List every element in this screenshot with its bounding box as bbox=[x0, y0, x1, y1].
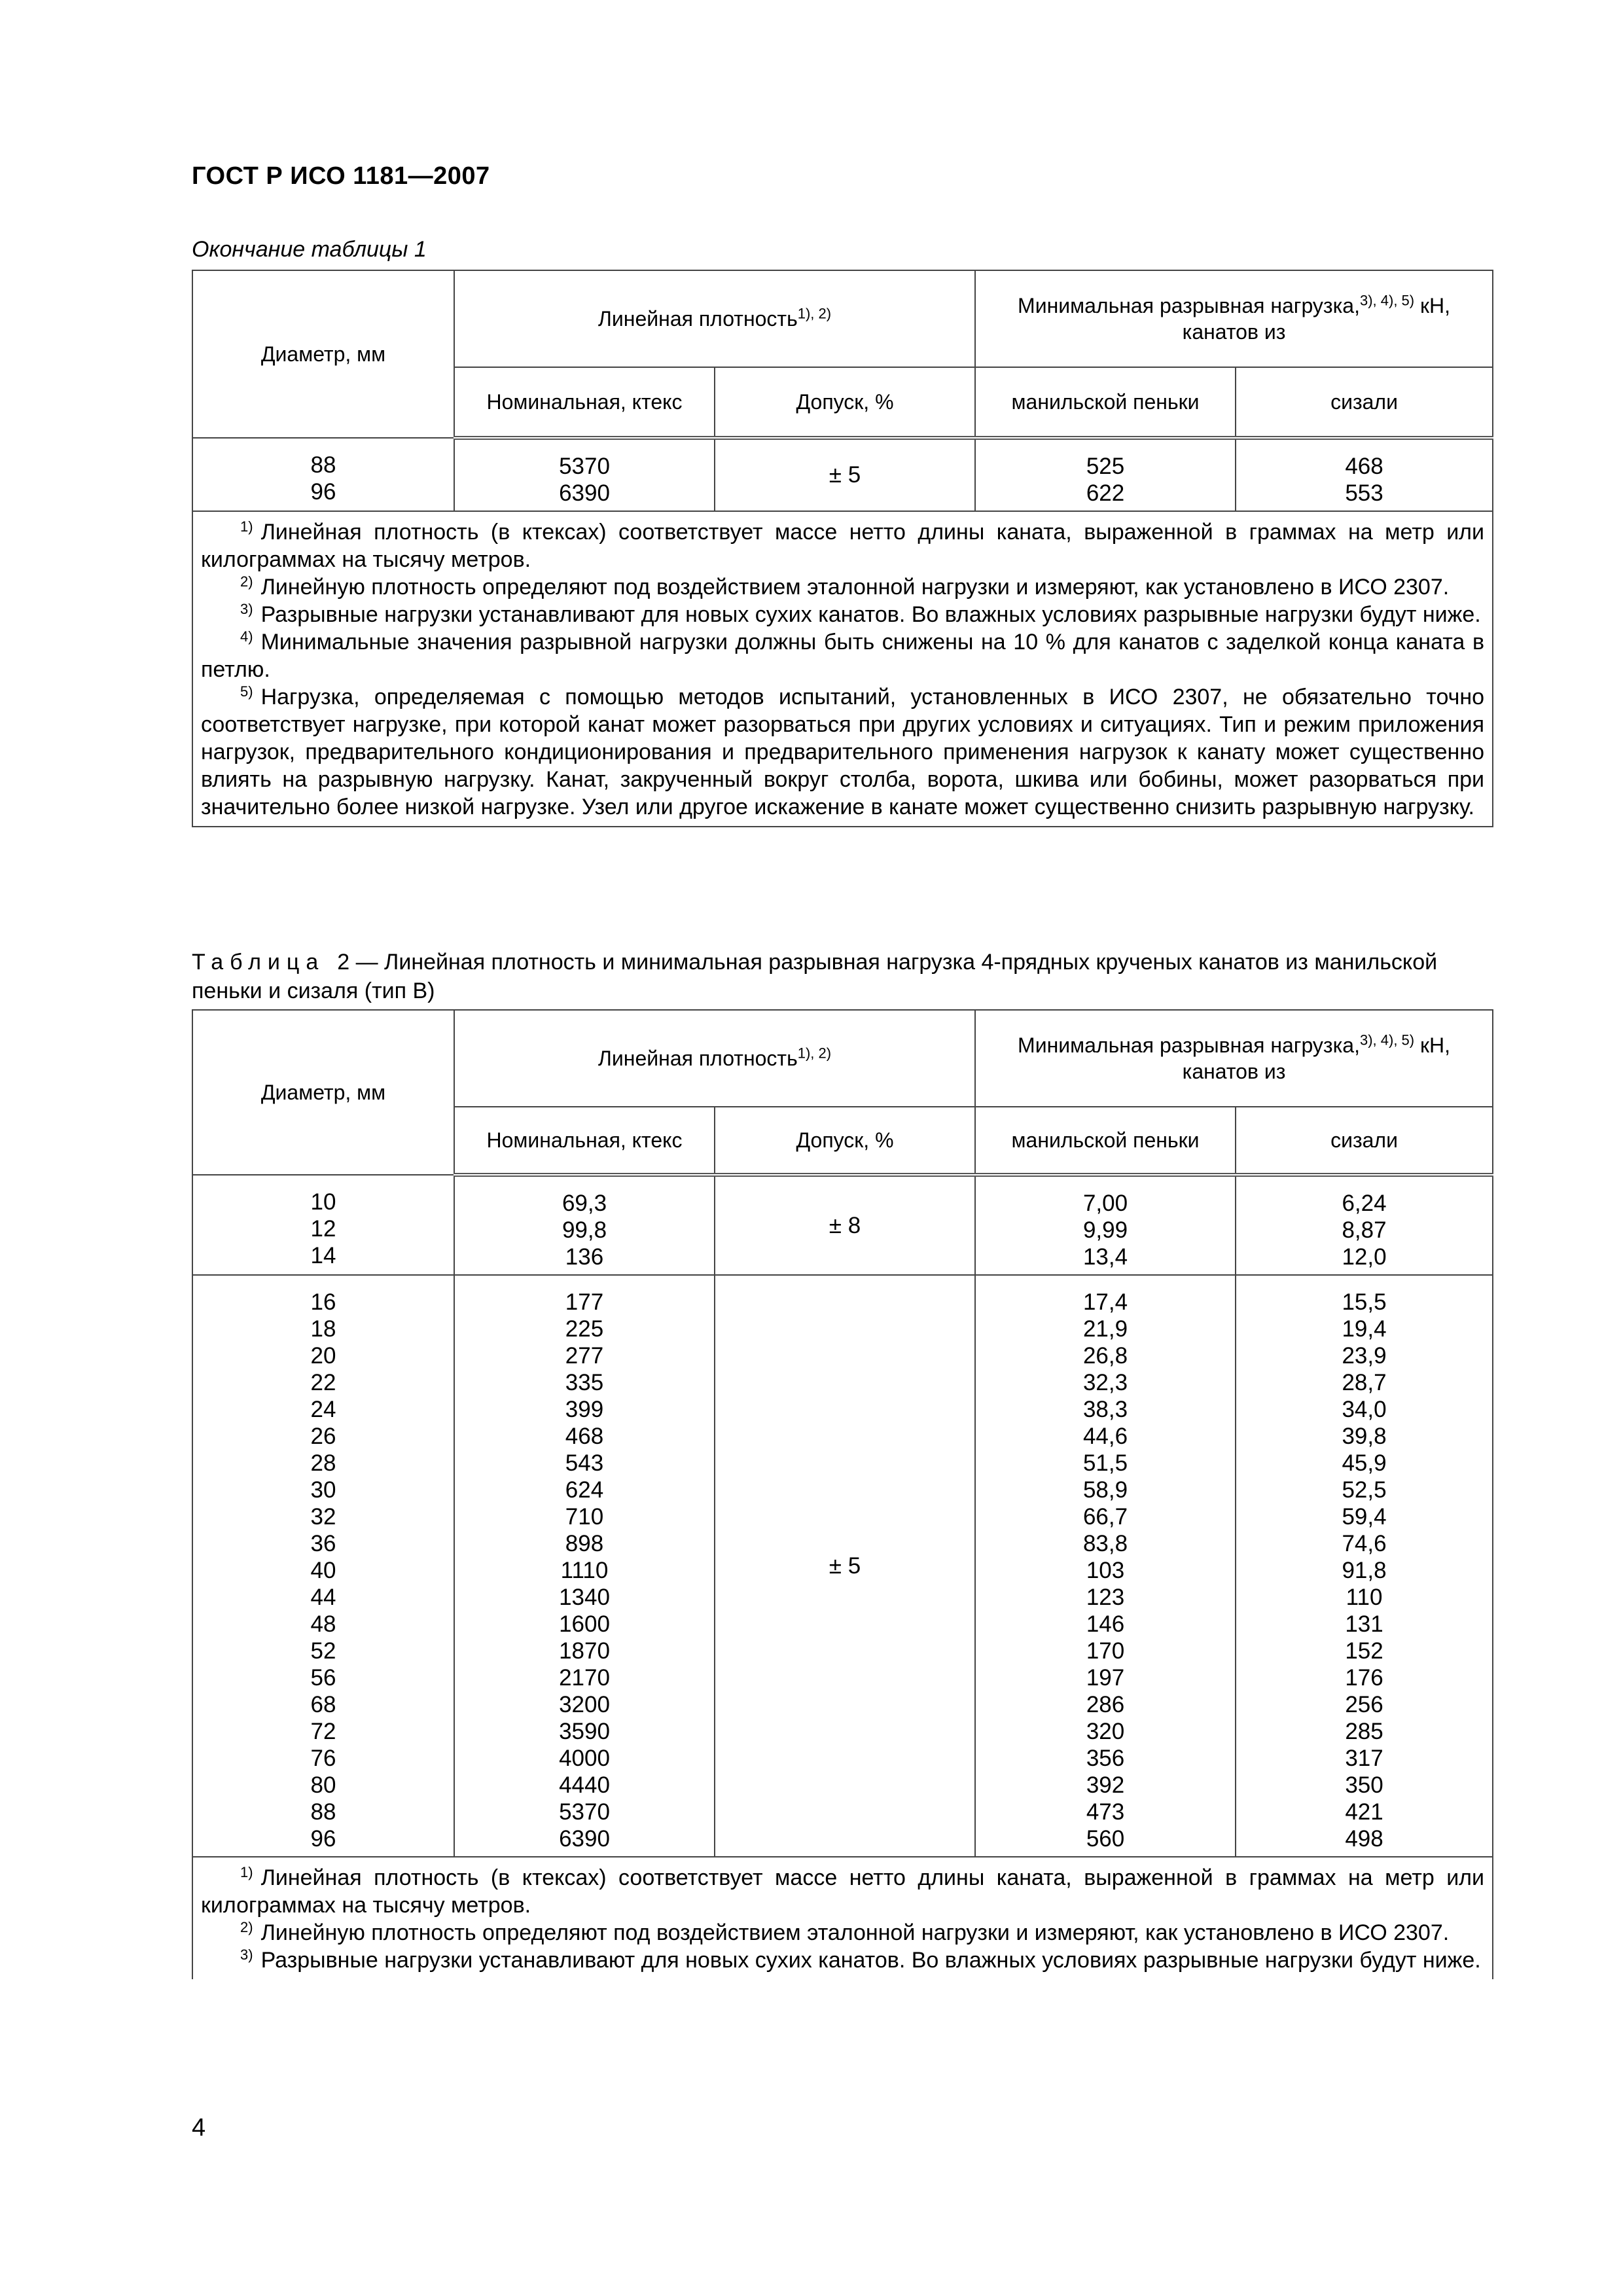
cell-value: 15,5 bbox=[1342, 1289, 1387, 1315]
cell-value: 40 bbox=[310, 1558, 336, 1583]
cell-value: 285 bbox=[1345, 1719, 1383, 1744]
cell-value: 1600 bbox=[559, 1611, 610, 1637]
cell-value: 88 bbox=[310, 1799, 336, 1825]
footnote bbox=[201, 1919, 1484, 1946]
cell-manila bbox=[975, 1175, 1236, 1275]
cell-tolerance: ± 5 bbox=[715, 1275, 975, 1857]
table2-caption bbox=[192, 948, 1501, 1005]
cell-value: 51,5 bbox=[1082, 1450, 1128, 1476]
cell-value: 622 bbox=[1086, 480, 1125, 506]
page-number: 4 bbox=[192, 2114, 206, 2142]
cell-value: 23,9 bbox=[1342, 1343, 1387, 1369]
col-header-tolerance: Допуск, % bbox=[715, 1107, 975, 1175]
cell-value: 2170 bbox=[559, 1665, 610, 1691]
cell-value: 131 bbox=[1345, 1611, 1383, 1637]
table-row-group bbox=[192, 1275, 1493, 1857]
footnote bbox=[201, 601, 1484, 628]
cell-value: 66,7 bbox=[1082, 1504, 1128, 1530]
col-header-manila: манильской пеньки bbox=[975, 367, 1236, 438]
footnote-ref: 3) bbox=[240, 1946, 253, 1963]
cell-diameter bbox=[192, 438, 454, 511]
cell-value: 13,4 bbox=[1082, 1244, 1128, 1270]
cell-value: 32,3 bbox=[1082, 1370, 1128, 1395]
cell-value: 32 bbox=[310, 1504, 336, 1530]
cell-nominal bbox=[454, 1275, 715, 1857]
footnote-ref: 2) bbox=[240, 573, 253, 590]
cell-value: 1340 bbox=[559, 1585, 610, 1610]
col-header-diameter: Диаметр, мм bbox=[192, 270, 454, 438]
cell-diameter bbox=[192, 1275, 454, 1857]
footnote-ref: 3) bbox=[240, 600, 253, 617]
cell-value: 99,8 bbox=[562, 1217, 607, 1243]
cell-value: 136 bbox=[565, 1244, 604, 1270]
cell-value: 225 bbox=[565, 1316, 604, 1342]
col-header-min-break-load: Минимальная разрывная нагрузка,$^{3), 4), 5)}$ кН, канатов из bbox=[975, 270, 1493, 367]
cell-value: 69,3 bbox=[562, 1191, 607, 1216]
cell-value: 123 bbox=[1086, 1585, 1125, 1610]
cell-value: 170 bbox=[1086, 1638, 1125, 1664]
cell-value: 10 bbox=[310, 1189, 336, 1215]
col-header-linear-density: Линейная плотность$^{1), 2)}$ bbox=[454, 270, 975, 367]
cell-value: 59,4 bbox=[1342, 1504, 1387, 1530]
cell-value: 34,0 bbox=[1342, 1397, 1387, 1422]
cell-value: 525 bbox=[1086, 454, 1125, 479]
cell-value: 3590 bbox=[559, 1719, 610, 1744]
table2-footnotes bbox=[192, 1857, 1493, 1979]
cell-value: 473 bbox=[1086, 1799, 1125, 1825]
cell-value: 17,4 bbox=[1082, 1289, 1128, 1315]
col-header-manila: манильской пеньки bbox=[975, 1107, 1236, 1175]
cell-value: 45,9 bbox=[1342, 1450, 1387, 1476]
footnote bbox=[201, 1864, 1484, 1919]
footnote-ref: 1) bbox=[240, 518, 253, 535]
cell-value: 52 bbox=[310, 1638, 336, 1664]
footnote-text: Разрывные нагрузки устанавливают для новых сухих канатов. Во влажных условиях разрывные нагрузки будут ниже. bbox=[260, 1948, 1481, 1973]
cell-value: 110 bbox=[1346, 1585, 1383, 1610]
cell-value: 24 bbox=[310, 1397, 336, 1422]
cell-value: 56 bbox=[310, 1665, 336, 1691]
footnote bbox=[201, 628, 1484, 683]
cell-value: 18 bbox=[310, 1316, 336, 1342]
cell-value: 96 bbox=[310, 1826, 336, 1852]
cell-value: 74,6 bbox=[1342, 1531, 1387, 1556]
footnote-ref: 1) bbox=[240, 1863, 253, 1880]
footnote bbox=[201, 518, 1484, 573]
cell-value: 28 bbox=[310, 1450, 336, 1476]
cell-tolerance: ± 5 bbox=[715, 438, 975, 511]
cell-value: 76 bbox=[310, 1746, 336, 1771]
cell-value: 553 bbox=[1345, 480, 1383, 506]
cell-value: 3200 bbox=[559, 1692, 610, 1717]
cell-value: 19,4 bbox=[1342, 1316, 1387, 1342]
cell-value: 177 bbox=[565, 1289, 604, 1315]
cell-value: 6390 bbox=[559, 480, 610, 506]
cell-value: 146 bbox=[1086, 1611, 1125, 1637]
cell-value: 498 bbox=[1345, 1826, 1383, 1852]
cell-value: 152 bbox=[1345, 1638, 1383, 1664]
cell-value: 356 bbox=[1086, 1746, 1125, 1771]
cell-value: 30 bbox=[310, 1477, 336, 1503]
cell-manila bbox=[975, 1275, 1236, 1857]
cell-value: 1870 bbox=[559, 1638, 610, 1664]
cell-value: 5370 bbox=[559, 1799, 610, 1825]
cell-value: 83,8 bbox=[1082, 1531, 1128, 1556]
cell-value: 317 bbox=[1345, 1746, 1383, 1771]
cell-value: 392 bbox=[1086, 1772, 1125, 1798]
cell-value: 710 bbox=[565, 1504, 604, 1530]
footnote bbox=[201, 683, 1484, 821]
footnote bbox=[201, 573, 1484, 601]
cell-diameter bbox=[192, 1175, 454, 1275]
cell-value: 399 bbox=[565, 1397, 604, 1422]
table1 bbox=[192, 270, 1493, 827]
cell-value: 4000 bbox=[559, 1746, 610, 1771]
col-header-nominal: Номинальная, ктекс bbox=[454, 1107, 715, 1175]
cell-value: 197 bbox=[1086, 1665, 1125, 1691]
cell-value: 20 bbox=[310, 1343, 336, 1369]
cell-value: 103 bbox=[1086, 1558, 1125, 1583]
cell-value: 44 bbox=[310, 1585, 336, 1610]
cell-value: 9,99 bbox=[1082, 1217, 1128, 1243]
document-title: ГОСТ Р ИСО 1181—2007 bbox=[192, 162, 490, 190]
col-header-min-break-load: Минимальная разрывная нагрузка,$^{3), 4), 5)}$ кН, канатов из bbox=[975, 1010, 1493, 1107]
cell-value: 80 bbox=[310, 1772, 336, 1798]
cell-value: 44,6 bbox=[1082, 1424, 1128, 1449]
cell-nominal bbox=[454, 438, 715, 511]
cell-nominal bbox=[454, 1175, 715, 1275]
table2 bbox=[192, 1009, 1493, 1979]
cell-value: 5370 bbox=[559, 454, 610, 479]
footnote-text: Минимальные значения разрывной нагрузки должны быть снижены на 10 % для канатов с заделкой конца каната в петлю. bbox=[201, 630, 1485, 682]
cell-value: 72 bbox=[310, 1719, 336, 1744]
cell-value: 335 bbox=[565, 1370, 604, 1395]
footnote-text: Нагрузка, определяемая с помощью методов испытаний, установленных в ИСО 2307, не обязательно точно соответствует нагрузке, при которой канат может разорваться при других условиях и ситуациях. Тип и режим приложения нагрузок, предварительного кондиционирования и предварительного применения нагрузок к канату может существенно влиять на разрывную нагрузку. Канат, закрученный вокруг столба, ворота, шкива или бобины, может разорваться при значительно более низкой нагрузке. Узел или другое искажение в канате может существенно снизить разрывную нагрузку. bbox=[201, 685, 1485, 819]
cell-value: 898 bbox=[565, 1531, 604, 1556]
cell-value: 16 bbox=[310, 1289, 336, 1315]
cell-manila bbox=[975, 438, 1236, 511]
cell-value: 624 bbox=[565, 1477, 604, 1503]
col-header-linear-density: Линейная плотность$^{1), 2)}$ bbox=[454, 1010, 975, 1107]
cell-value: 48 bbox=[310, 1611, 336, 1637]
col-header-sisal: сизали bbox=[1236, 1107, 1493, 1175]
col-header-nominal: Номинальная, ктекс bbox=[454, 367, 715, 438]
cell-value: 543 bbox=[565, 1450, 604, 1476]
cell-value: 468 bbox=[1345, 454, 1383, 479]
cell-value: 26 bbox=[310, 1424, 336, 1449]
col-header-sisal: сизали bbox=[1236, 367, 1493, 438]
cell-value: 256 bbox=[1345, 1692, 1383, 1717]
col-header-tolerance: Допуск, % bbox=[715, 367, 975, 438]
cell-value: 14 bbox=[310, 1243, 336, 1268]
footnote-text: Линейная плотность (в ктексах) соответствует массе нетто длины каната, выраженной в граммах на метр или килограммах на тысячу метров. bbox=[201, 1865, 1485, 1918]
cell-value: 468 bbox=[565, 1424, 604, 1449]
cell-value: 21,9 bbox=[1082, 1316, 1128, 1342]
cell-value: 52,5 bbox=[1342, 1477, 1387, 1503]
cell-value: 12,0 bbox=[1342, 1244, 1387, 1270]
cell-value: 6,24 bbox=[1342, 1191, 1387, 1216]
footnote-ref: 2) bbox=[240, 1918, 253, 1935]
table1-footnotes bbox=[192, 511, 1493, 827]
cell-value: 8,87 bbox=[1342, 1217, 1387, 1243]
cell-value: 96 bbox=[310, 479, 336, 505]
cell-sisal bbox=[1236, 438, 1493, 511]
cell-tolerance: ± 8 bbox=[715, 1175, 975, 1275]
cell-value: 350 bbox=[1345, 1772, 1383, 1798]
table1-caption: Окончание таблицы 1 bbox=[192, 237, 427, 262]
cell-value: 68 bbox=[310, 1692, 336, 1717]
cell-value: 560 bbox=[1086, 1826, 1125, 1852]
cell-value: 28,7 bbox=[1342, 1370, 1387, 1395]
cell-value: 277 bbox=[565, 1343, 604, 1369]
cell-value: 7,00 bbox=[1082, 1191, 1128, 1216]
table2-caption-text: — Линейная плотность и минимальная разрывная нагрузка 4-прядных крученых канатов из манильской пеньки и сизаля (тип В) bbox=[192, 950, 1438, 1003]
cell-value: 176 bbox=[1345, 1665, 1383, 1691]
footnote-ref: 4) bbox=[240, 628, 253, 645]
cell-value: 38,3 bbox=[1082, 1397, 1128, 1422]
cell-value: 12 bbox=[310, 1216, 336, 1242]
cell-value: 1110 bbox=[560, 1558, 609, 1583]
footnote bbox=[201, 1946, 1484, 1974]
table2-caption-label: Таблица bbox=[192, 950, 325, 975]
cell-value: 286 bbox=[1086, 1692, 1125, 1717]
cell-value: 39,8 bbox=[1342, 1424, 1387, 1449]
cell-value: 88 bbox=[310, 452, 336, 478]
cell-sisal bbox=[1236, 1175, 1493, 1275]
cell-value: 421 bbox=[1345, 1799, 1383, 1825]
cell-value: 26,8 bbox=[1082, 1343, 1128, 1369]
footnote-text: Линейную плотность определяют под воздействием эталонной нагрузки и измеряют, как установлено в ИСО 2307. bbox=[260, 575, 1450, 600]
cell-sisal bbox=[1236, 1275, 1493, 1857]
footnote-text: Линейная плотность (в ктексах) соответствует массе нетто длины каната, выраженной в граммах на метр или килограммах на тысячу метров. bbox=[201, 520, 1485, 572]
cell-value: 6390 bbox=[559, 1826, 610, 1852]
table-row-group bbox=[192, 438, 1493, 511]
table2-caption-number: 2 bbox=[337, 950, 350, 975]
footnote-ref: 5) bbox=[240, 683, 253, 700]
footnote-text: Линейную плотность определяют под воздействием эталонной нагрузки и измеряют, как установлено в ИСО 2307. bbox=[260, 1920, 1450, 1945]
cell-value: 36 bbox=[310, 1531, 336, 1556]
footnote-text: Разрывные нагрузки устанавливают для новых сухих канатов. Во влажных условиях разрывные нагрузки будут ниже. bbox=[260, 602, 1481, 627]
table-row-group bbox=[192, 1175, 1493, 1275]
cell-value: 320 bbox=[1086, 1719, 1125, 1744]
cell-value: 58,9 bbox=[1082, 1477, 1128, 1503]
cell-value: 22 bbox=[310, 1370, 336, 1395]
cell-value: 91,8 bbox=[1342, 1558, 1387, 1583]
cell-value: 4440 bbox=[559, 1772, 610, 1798]
col-header-diameter: Диаметр, мм bbox=[192, 1010, 454, 1175]
